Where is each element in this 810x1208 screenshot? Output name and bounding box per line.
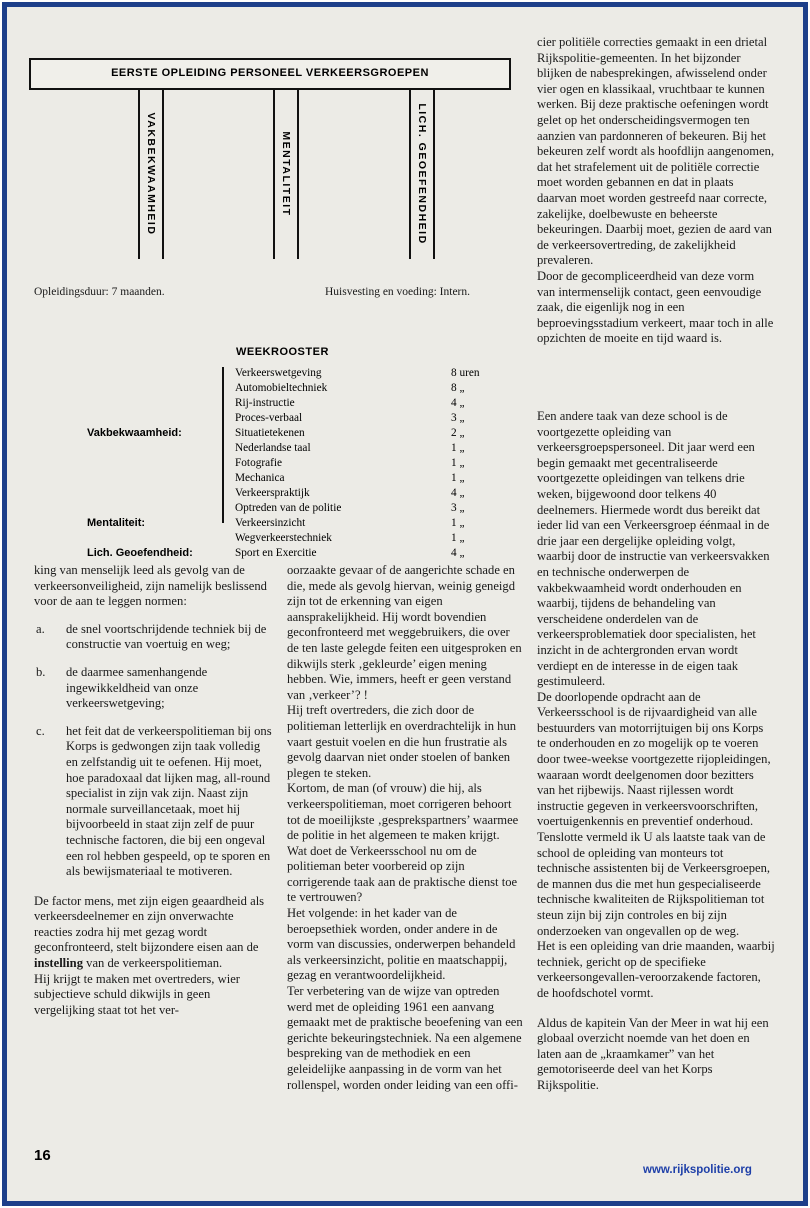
schedule-hours: 1 „ [451, 457, 465, 469]
pillar-label: MENTALITEIT [280, 131, 292, 217]
paragraph: Door de gecompliceerdheid van deze vorm van intermenselijk contact, geen eenvoudige zaak, die eigenlijk nog in een beproevingsstadium verkeert, maar toch in alle opzichten de moeite en tijd waard is. [537, 268, 774, 346]
schedule-title: WEEKROOSTER [236, 346, 329, 358]
paragraph: Een andere taak van deze school is de voortgezette opleiding van verkeersgroepspersoneel. Dit jaar werd een begin gemaakt met gecentraliseerde voortgezette opleidingen van telkens drie weken, bijgewoond door telkens 40 deelnemers. Hiermede wordt dus bereikt dat ieder lid van een Verkeersgroep éénmaal in de drie jaar een dergelijke opleiding volgt, waarbij door de instructie van verkeersvakken en technische onderwerpen de vakbekwaamheid wordt onderhouden en waarbij, tijdens de behandeling van verscheidene onderdelen van de verkeersproblematiek door specialisten, het inzicht in de achtergronden ervan wordt verdiept en de interesse in de eigen taak gestimuleerd. [537, 409, 770, 689]
schedule-subject: Rij-instructie [235, 397, 295, 409]
website-url: www.rijkspolitie.org [643, 1164, 752, 1176]
list-marker: c. [36, 723, 45, 738]
schedule-hours: 3 „ [451, 502, 465, 514]
pillar-lich-geoefendheid [409, 89, 435, 259]
schedule-subject: Proces-verbaal [235, 412, 303, 424]
schedule-subject: Fotografie [235, 457, 283, 469]
paragraph: Tenslotte vermeld ik U als laatste taak van de school de opleiding van monteurs tot technische assistenten bij de Verkeersgroepen, de mannen dus die met hun gespecialiseerde technische kwaliteiten de Rijkspolitieman tot steun zijn bij zijn controles en bij zijn onderzoeken van ongevallen op de weg. [537, 830, 771, 938]
diagram-title: EERSTE OPLEIDING PERSONEEL VERKEERSGROEPEN [111, 67, 429, 79]
emphasis-text: instelling [34, 956, 83, 971]
schedule-hours: 8 uren [451, 367, 480, 379]
paragraph: Aldus de kapitein Van der Meer in wat hij een globaal overzicht noemde van het doen en laten aan de „kraamkamer” van het gemotoriseerde deel van het Korps Rijkspolitie. [537, 1015, 769, 1092]
housing-label: Huisvesting en voeding: Intern. [325, 286, 471, 298]
list-item [34, 724, 272, 880]
schedule-hours: 4 „ [451, 487, 465, 499]
list-marker: b. [36, 664, 46, 679]
pillar-label: LICH. GEOEFENDHEID [416, 103, 428, 245]
paragraph: Wat doet de Verkeersschool nu om de politieman beter voorbereid op zijn corrigerende taak aan de praktische dienst toe te vertrouwen? [287, 843, 518, 905]
schedule-category: Vakbekwaamheid: [87, 427, 182, 439]
paragraph: oorzaakte gevaar of de aangerichte schade en die, mede als gevolg hiervan, weinig geneigd zijn tot de erkenning van eigen aansprakelijkheid. Hij wordt bovendien geconfronteerd met weggebruikers, die over de ten laste gelegde feiten een uitgesproken en dikwijls sterk ‚gekleurde’ eigen mening hebben. Wie, immers, heeft er geen verstand van ‚verkeer’? ! [287, 563, 522, 702]
list-text: het feit dat de verkeerspolitieman bij ons Korps is gedwongen zijn taak volledig en zelfstandig uit te oefenen. Hij moet, hoe paradoxaal dat lijken mag, all-round specialist in zijn vak zijn. Naast zijn normale surveillancetaak, moet hij bijvoorbeeld in staat zijn zelf de puur technische factoren, die bij een ongeval een rol hebben gespeeld, op te sporen en als bewijsmateriaal te motiveren. [66, 723, 272, 879]
schedule-category: Mentaliteit: [87, 517, 146, 529]
schedule-subject: Wegverkeerstechniek [235, 532, 332, 544]
paragraph: Het volgende: in het kader van de beroepsethiek worden, onder andere in de vorm van discussies, onderwerpen behandeld als verkeersinzicht, politie en maatschappij, gezag en verantwoordelijkheid. [287, 906, 516, 983]
paragraph: king van menselijk leed als gevolg van de verkeersonveiligheid, zijn namelijk beslissend voor de aan te leggen normen: [34, 563, 267, 609]
list-marker: a. [36, 621, 45, 636]
schedule-subject: Optreden van de politie [235, 502, 342, 514]
schedule-subject: Automobieltechniek [235, 382, 328, 394]
schedule-hours: 1 „ [451, 517, 465, 529]
schedule-subject: Sport en Exercitie [235, 547, 317, 559]
paragraph: De doorlopende opdracht aan de Verkeersschool is de rijvaardigheid van alle bestuurders van motorrijtuigen bij ons Korps te onderhouden en zo mogelijk op te voeren door twee-weekse voortgezette rijopleidingen, waaraan wordt deelgenomen door bezitters van het rijbewijs. Naast rijlessen wordt instructie gegeven in verkeersvoorschriften, voertuigenkennis en preventief onderhoud. [537, 689, 771, 829]
schedule-hours: 1 „ [451, 472, 465, 484]
magazine-page [7, 7, 803, 1201]
schedule-subject: Mechanica [235, 472, 285, 484]
diagram-header-bar [29, 58, 511, 90]
schedule-hours: 1 „ [451, 442, 465, 454]
paragraph: Hij treft overtreders, die zich door de politieman letterlijk en overdrachtelijk in hun vaart gestuit voelen en die hun frustratie als gevolg daarvan niet onder stoelen of banken plegen te steken. [287, 703, 517, 780]
left-column [34, 563, 272, 1018]
list-item [34, 665, 272, 712]
schedule-hours: 1 „ [451, 532, 465, 544]
text-span: van de verkeerspolitieman. [83, 956, 223, 971]
pillar-label: VAKBEKWAAMHEID [145, 112, 157, 236]
right-column-bottom [537, 409, 775, 1094]
schedule-hours: 8 „ [451, 382, 465, 394]
schedule-subject: Verkeerswetgeving [235, 367, 322, 379]
paragraph: Het is een opleiding van drie maanden, waarbij techniek, gericht op de specifieke verkeersongevallen-veroorzakende factoren, de hoofdschotel vormt. [537, 939, 775, 1000]
right-column-top [537, 35, 775, 347]
paragraph: Hij krijgt te maken met overtreders, wier subjectieve schuld dikwijls in geen vergelijking staat tot het ver- [34, 971, 240, 1017]
paragraph [34, 894, 272, 972]
duration-label: Opleidingsduur: 7 maanden. [34, 286, 165, 298]
schedule-hours: 3 „ [451, 412, 465, 424]
list-item [34, 622, 272, 653]
paragraph: cier politiële correcties gemaakt in een drietal Rijkspolitie-gemeenten. In het bijzonder blijken de nabesprekingen, afwisselend onder vier ogen en klassikaal, vruchtbaar te kunnen werken. Bij deze praktische oefeningen wordt gelet op het onderscheidingsvermogen ten aanzien van pardonneren of bekeuren. Bij het bekeuren zelf wordt als hoofdlijn aangenomen, dat het strafelement uit de politiële correctie moet worden gebannen en dat in plaats daarvan moet worden gestreefd naar correcte, zakelijke, doelbewuste en beheerste bekeuringen. Daarbij moet, gezien de aard van de verkeersovertreding, de zakelijkheid prevaleren. [537, 35, 775, 268]
schedule-subject: Situatietekenen [235, 427, 305, 439]
schedule-category: Lich. Geoefendheid: [87, 547, 193, 559]
schedule-hours: 4 „ [451, 547, 465, 559]
pillar-vakbekwaamheid [138, 89, 164, 259]
schedule-subject: Verkeerspraktijk [235, 487, 310, 499]
schedule-hours: 4 „ [451, 397, 465, 409]
schedule-subject: Verkeersinzicht [235, 517, 306, 529]
list-text: de daarmee samenhangende ingewikkeldheid van onze verkeerswetgeving; [66, 664, 208, 711]
schedule-hours: 2 „ [451, 427, 465, 439]
page-number: 16 [34, 1147, 51, 1164]
schedule-subject: Nederlandse taal [235, 442, 311, 454]
paragraph: Kortom, de man (of vrouw) die hij, als verkeerspolitieman, moet corrigeren behoort tot de moeilijkste ‚gesprekspartners’ waarmee de politie in het algemeen te maken krijgt. [287, 781, 519, 843]
pillar-mentaliteit [273, 89, 299, 259]
paragraph: Ter verbetering van de wijze van optreden werd met de opleiding 1961 een aanvang gemaakt met de praktische beoefening van een gerichte bekeuringstechniek. Na een algemene bespreking van de methodiek en een geleidelijke aanpassing in de vorm van het rollenspel, worden onder leiding van een offi- [287, 984, 523, 1092]
text-span: De factor mens, met zijn eigen geaardheid als verkeersdeelnemer en zijn onverwachte reacties zodra hij met gezag wordt geconfronteerd, stelt bijzondere eisen aan de [34, 893, 265, 955]
middle-column [287, 563, 523, 1093]
page-frame [2, 2, 808, 1206]
list-text: de snel voortschrijdende techniek bij de constructie van voertuig en weg; [66, 621, 267, 652]
brace-mentaliteit [222, 479, 224, 523]
